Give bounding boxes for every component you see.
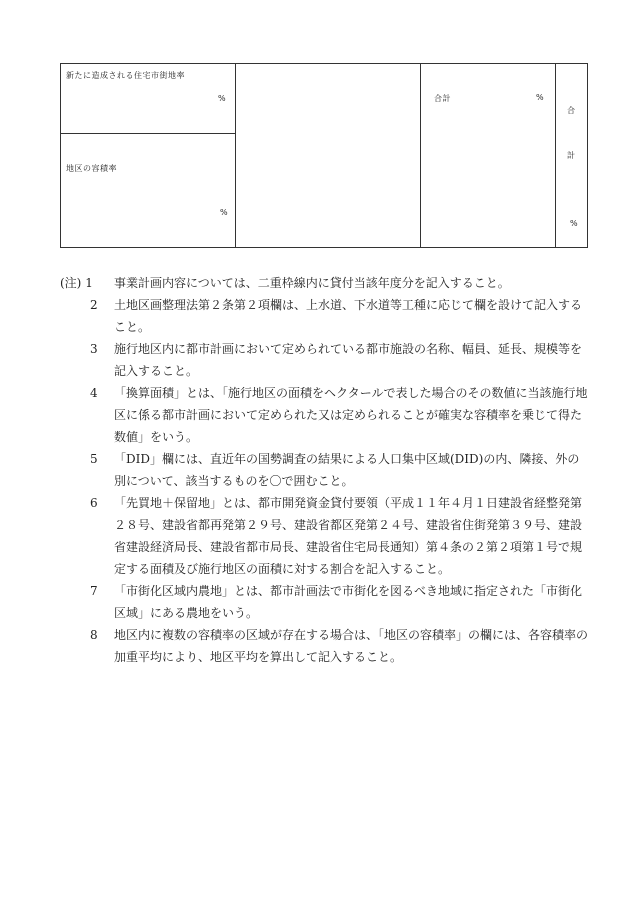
cell-grand-total — [556, 63, 587, 248]
note-text: 「市街化区域内農地」とは、都市計画法で市街化を図るべき地域に指定された「市街化区域」にある農地をいう。 — [114, 584, 583, 620]
notes-section — [60, 272, 590, 668]
note-text: 「DID」欄には、直近年の国勢調査の結果による人口集中区域(DID)の内、隣接、外の別について、該当するものを〇で囲むこと。 — [114, 452, 580, 488]
table-border-right — [587, 63, 588, 248]
note-item — [60, 580, 590, 624]
grand-total-pct: % — [570, 219, 579, 228]
note-item — [60, 492, 590, 580]
cell-blank — [236, 63, 420, 248]
grand-total-char-1: 合 — [567, 106, 576, 115]
note-text: 地区内に複数の容積率の区域が存在する場合は、「地区の容積率」の欄には、各容積率の加重平均により、地区平均を算出して記入すること。 — [114, 628, 589, 664]
form-table — [60, 63, 588, 248]
cell-total — [421, 63, 555, 248]
note-text: 「先買地＋保留地」とは、都市開発資金貸付要領（平成１１年４月１日建設省経整発第２８号、建設省都再発第２９号、建設省都区発第２４号、建設省住街発第３９号、建設省建設経済局長、建設省都市局長、建設省住宅局長通知）第４条の２第２項第１号で規定する面積及び施行地区の面積に対する割合を記入すること。 — [114, 496, 583, 576]
note-number — [60, 272, 116, 294]
note-number: 7 — [90, 584, 98, 598]
note-item — [60, 624, 590, 668]
note-item — [60, 338, 590, 382]
note-number: 6 — [90, 496, 98, 510]
note-number-1: 1 — [85, 276, 93, 290]
note-text: 「換算面積」とは、「施行地区の面積をヘクタールで表した場合のその数値に当該施行地区に係る都市計画において定められた又は定められることが確実な容積率を乗じて得た数値」をいう。 — [114, 386, 588, 444]
note-number: 2 — [90, 298, 98, 312]
note-number: 5 — [90, 452, 98, 466]
note-item — [60, 448, 590, 492]
note-text: 事業計画内容については、二重枠線内に貸付当該年度分を記入すること。 — [114, 276, 510, 290]
note-text: 施行地区内に都市計画において定められている都市施設の名称、幅員、延長、規模等を記入すること。 — [114, 342, 583, 378]
note-number: 4 — [90, 386, 98, 400]
cell-floor-area-ratio — [60, 134, 236, 247]
note-number: 3 — [90, 342, 98, 356]
floor-area-pct: % — [220, 208, 229, 217]
new-residential-label: 新たに造成される住宅市街地率 — [66, 71, 185, 80]
note-item — [60, 382, 590, 448]
grand-total-char-2: 計 — [567, 151, 576, 160]
note-text: 土地区画整理法第２条第２項欄は、上水道、下水道等工種に応じて欄を設けて記入すること。 — [114, 298, 583, 334]
cell-new-residential-rate — [60, 63, 236, 133]
floor-area-label: 地区の容積率 — [66, 164, 117, 173]
new-residential-pct: % — [218, 94, 227, 103]
notes-prefix: (注) — [60, 276, 82, 290]
note-item — [60, 272, 590, 294]
total-label: 合計 — [434, 94, 451, 103]
note-number: 8 — [90, 628, 98, 642]
total-pct: % — [536, 93, 545, 102]
note-item — [60, 294, 590, 338]
